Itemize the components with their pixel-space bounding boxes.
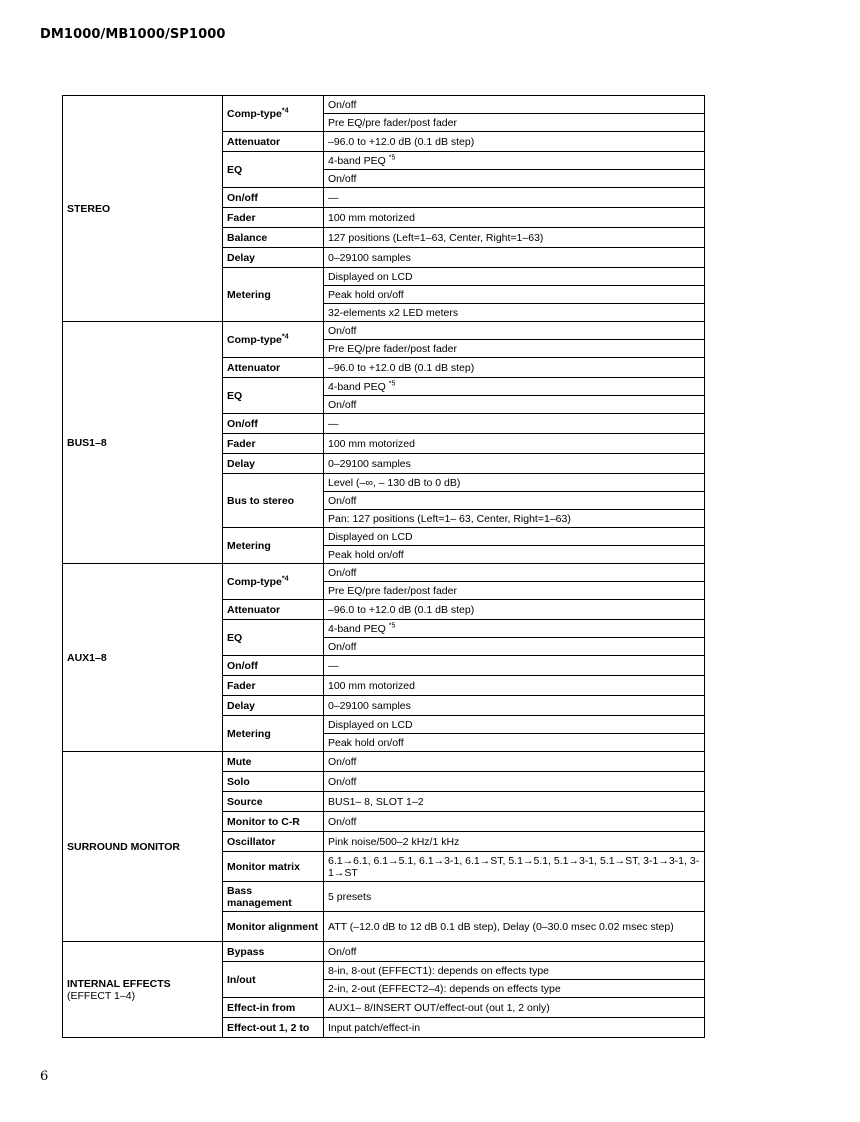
value-text: Displayed on LCD (328, 718, 413, 731)
parameter-label (223, 378, 324, 414)
parameter-value (324, 656, 705, 676)
parameter-value (324, 358, 705, 378)
parameter-name: Fader (227, 679, 256, 692)
parameter-label (223, 912, 324, 942)
parameter-name: Comp-type (227, 107, 282, 120)
section-name: STEREO (67, 202, 111, 215)
parameter-label (223, 474, 324, 528)
parameter-name: Delay (227, 457, 256, 470)
value-text: Peak hold on/off (328, 548, 404, 561)
parameter-label (223, 96, 324, 132)
document-header-title: DM1000/MB1000/SP1000 (40, 27, 226, 42)
table-row (63, 942, 705, 962)
parameter-name: Delay (227, 251, 256, 264)
value-text: On/off (328, 755, 357, 768)
parameter-value (324, 998, 705, 1018)
value-text: 6.1→6.1, 6.1→5.1, 6.1→3-1, 6.1→ST, 5.1→5.1, 5.1→3-1, 5.1→ST, 3-1→3-1, 3-1→ST (328, 854, 700, 879)
section-label (63, 564, 223, 752)
parameter-name: Fader (227, 437, 256, 450)
parameter-value (324, 114, 705, 132)
parameter-label (223, 188, 324, 208)
value-text: Peak hold on/off (328, 736, 404, 749)
parameter-name: EQ (227, 163, 243, 176)
value-text: — (328, 417, 339, 430)
parameter-label (223, 962, 324, 998)
value-text: On/off (328, 566, 357, 579)
parameter-value (324, 188, 705, 208)
value-text: 32-elements x2 LED meters (328, 306, 459, 319)
section-label (63, 96, 223, 322)
parameter-value (324, 696, 705, 716)
value-text: 100 mm motorized (328, 437, 415, 450)
parameter-label (223, 696, 324, 716)
parameter-label (223, 528, 324, 564)
value-text: Pre EQ/pre fader/post fader (328, 116, 457, 129)
value-text: Displayed on LCD (328, 530, 413, 543)
footnote-marker: *5 (388, 380, 396, 387)
parameter-name: Bass management (227, 884, 292, 909)
parameter-value (324, 792, 705, 812)
value-text: On/off (328, 98, 357, 111)
parameter-value (324, 582, 705, 600)
value-text: AUX1– 8/INSERT OUT/effect-out (out 1, 2 only) (328, 1001, 550, 1014)
parameter-label (223, 414, 324, 434)
table-row (63, 322, 705, 340)
value-text: –96.0 to +12.0 dB (0.1 dB step) (328, 361, 475, 374)
value-text: 127 positions (Left=1–63, Center, Right=1–63) (328, 231, 544, 244)
section-label (63, 322, 223, 564)
parameter-value (324, 832, 705, 852)
parameter-name: Solo (227, 775, 250, 788)
parameter-value (324, 248, 705, 268)
parameter-name: Effect-out 1, 2 to (227, 1021, 310, 1034)
parameter-name: EQ (227, 631, 243, 644)
parameter-name: Monitor alignment (227, 920, 318, 933)
parameter-name: Metering (227, 539, 271, 552)
value-text: 2-in, 2-out (EFFECT2–4): depends on effects type (328, 982, 561, 995)
parameter-label (223, 620, 324, 656)
parameter-value (324, 474, 705, 492)
parameter-name: Delay (227, 699, 256, 712)
table-row (63, 564, 705, 582)
parameter-value (324, 752, 705, 772)
value-text: 5 presets (328, 890, 372, 903)
value-text: On/off (328, 172, 357, 185)
value-text: Input patch/effect-in (328, 1021, 421, 1034)
parameter-value (324, 152, 705, 170)
value-text: Pre EQ/pre fader/post fader (328, 342, 457, 355)
section-name: SURROUND MONITOR (67, 840, 180, 853)
section-name: AUX1–8 (67, 651, 107, 664)
table-row (63, 752, 705, 772)
parameter-value (324, 1018, 705, 1038)
value-text: Pre EQ/pre fader/post fader (328, 584, 457, 597)
parameter-label (223, 228, 324, 248)
parameter-name: Bypass (227, 945, 265, 958)
parameter-value (324, 414, 705, 434)
parameter-value (324, 208, 705, 228)
value-text: Level (–∞, – 130 dB to 0 dB) (328, 476, 461, 489)
value-text: Pink noise/500–2 kHz/1 kHz (328, 835, 460, 848)
parameter-label (223, 268, 324, 322)
value-text: 0–29100 samples (328, 699, 411, 712)
parameter-name: Metering (227, 727, 271, 740)
parameter-label (223, 998, 324, 1018)
parameter-label (223, 152, 324, 188)
value-text: On/off (328, 398, 357, 411)
parameter-label (223, 852, 324, 882)
parameter-value (324, 528, 705, 546)
parameter-value (324, 434, 705, 454)
page-number: 6 (40, 1069, 49, 1084)
footnote-marker: *5 (388, 622, 396, 629)
parameter-name: Effect-in from (227, 1001, 296, 1014)
parameter-name: Source (227, 795, 263, 808)
value-text: ATT (–12.0 dB to 12 dB 0.1 dB step), Delay (0–30.0 msec 0.02 msec step) (328, 920, 674, 933)
section-name: INTERNAL EFFECTS (67, 977, 171, 990)
parameter-name: Attenuator (227, 135, 281, 148)
parameter-name: On/off (227, 191, 258, 204)
parameter-value (324, 852, 705, 882)
parameter-value (324, 396, 705, 414)
parameter-label (223, 752, 324, 772)
footnote-marker: *4 (281, 107, 289, 114)
parameter-name: In/out (227, 973, 256, 986)
parameter-value (324, 942, 705, 962)
parameter-label (223, 832, 324, 852)
parameter-name: Oscillator (227, 835, 276, 848)
parameter-value (324, 676, 705, 696)
parameter-value (324, 322, 705, 340)
value-text: 4-band PEQ (328, 380, 386, 393)
parameter-value (324, 510, 705, 528)
value-text: 4-band PEQ (328, 622, 386, 635)
value-text: –96.0 to +12.0 dB (0.1 dB step) (328, 603, 475, 616)
parameter-name: Comp-type (227, 333, 282, 346)
value-text: On/off (328, 324, 357, 337)
specifications-table (62, 95, 705, 1038)
parameter-label (223, 248, 324, 268)
parameter-value (324, 980, 705, 998)
parameter-value (324, 638, 705, 656)
parameter-value (324, 340, 705, 358)
parameter-value (324, 734, 705, 752)
value-text: On/off (328, 640, 357, 653)
section-label (63, 942, 223, 1038)
parameter-name: EQ (227, 389, 243, 402)
parameter-name: Fader (227, 211, 256, 224)
parameter-value (324, 912, 705, 942)
parameter-label (223, 600, 324, 620)
parameter-label (223, 942, 324, 962)
parameter-value (324, 600, 705, 620)
parameter-name: Comp-type (227, 575, 282, 588)
parameter-label (223, 676, 324, 696)
parameter-name: On/off (227, 659, 258, 672)
parameter-label (223, 882, 324, 912)
value-text: On/off (328, 945, 357, 958)
parameter-label (223, 322, 324, 358)
parameter-value (324, 962, 705, 980)
parameter-name: Balance (227, 231, 268, 244)
value-text: On/off (328, 775, 357, 788)
value-text: 8-in, 8-out (EFFECT1): depends on effects type (328, 964, 549, 977)
value-text: On/off (328, 494, 357, 507)
parameter-value (324, 564, 705, 582)
parameter-label (223, 208, 324, 228)
footnote-marker: *4 (281, 575, 289, 582)
value-text: — (328, 191, 339, 204)
parameter-value (324, 492, 705, 510)
parameter-label (223, 716, 324, 752)
parameter-label (223, 792, 324, 812)
parameter-name: Monitor to C-R (227, 815, 300, 828)
table-row (63, 96, 705, 114)
parameter-name: Bus to stereo (227, 494, 295, 507)
parameter-value (324, 812, 705, 832)
parameter-value (324, 546, 705, 564)
parameter-value (324, 716, 705, 734)
value-text: Displayed on LCD (328, 270, 413, 283)
value-text: BUS1– 8, SLOT 1–2 (328, 795, 424, 808)
parameter-name: Metering (227, 288, 271, 301)
parameter-label (223, 812, 324, 832)
parameter-label (223, 132, 324, 152)
footnote-marker: *5 (388, 154, 396, 161)
value-text: — (328, 659, 339, 672)
parameter-label (223, 454, 324, 474)
value-text: Peak hold on/off (328, 288, 404, 301)
parameter-label (223, 358, 324, 378)
value-text: 100 mm motorized (328, 679, 415, 692)
value-text: 0–29100 samples (328, 457, 411, 470)
parameter-value (324, 286, 705, 304)
parameter-value (324, 882, 705, 912)
parameter-label (223, 656, 324, 676)
parameter-value (324, 454, 705, 474)
parameter-name: Monitor matrix (227, 860, 300, 873)
parameter-label (223, 564, 324, 600)
parameter-label (223, 772, 324, 792)
parameter-value (324, 620, 705, 638)
section-label (63, 752, 223, 942)
parameter-value (324, 170, 705, 188)
parameter-label (223, 434, 324, 454)
parameter-value (324, 268, 705, 286)
parameter-name: Attenuator (227, 361, 281, 374)
value-text: Pan: 127 positions (Left=1– 63, Center, Right=1–63) (328, 512, 571, 525)
parameter-value (324, 378, 705, 396)
value-text: 4-band PEQ (328, 154, 386, 167)
section-sublabel: (EFFECT 1–4) (67, 989, 136, 1002)
section-name: BUS1–8 (67, 436, 107, 449)
parameter-value (324, 132, 705, 152)
parameter-value (324, 304, 705, 322)
value-text: On/off (328, 815, 357, 828)
parameter-name: On/off (227, 417, 258, 430)
value-text: 100 mm motorized (328, 211, 415, 224)
parameter-name: Mute (227, 755, 252, 768)
parameter-value (324, 772, 705, 792)
value-text: 0–29100 samples (328, 251, 411, 264)
footnote-marker: *4 (281, 333, 289, 340)
parameter-value (324, 96, 705, 114)
parameter-label (223, 1018, 324, 1038)
value-text: –96.0 to +12.0 dB (0.1 dB step) (328, 135, 475, 148)
parameter-value (324, 228, 705, 248)
parameter-name: Attenuator (227, 603, 281, 616)
